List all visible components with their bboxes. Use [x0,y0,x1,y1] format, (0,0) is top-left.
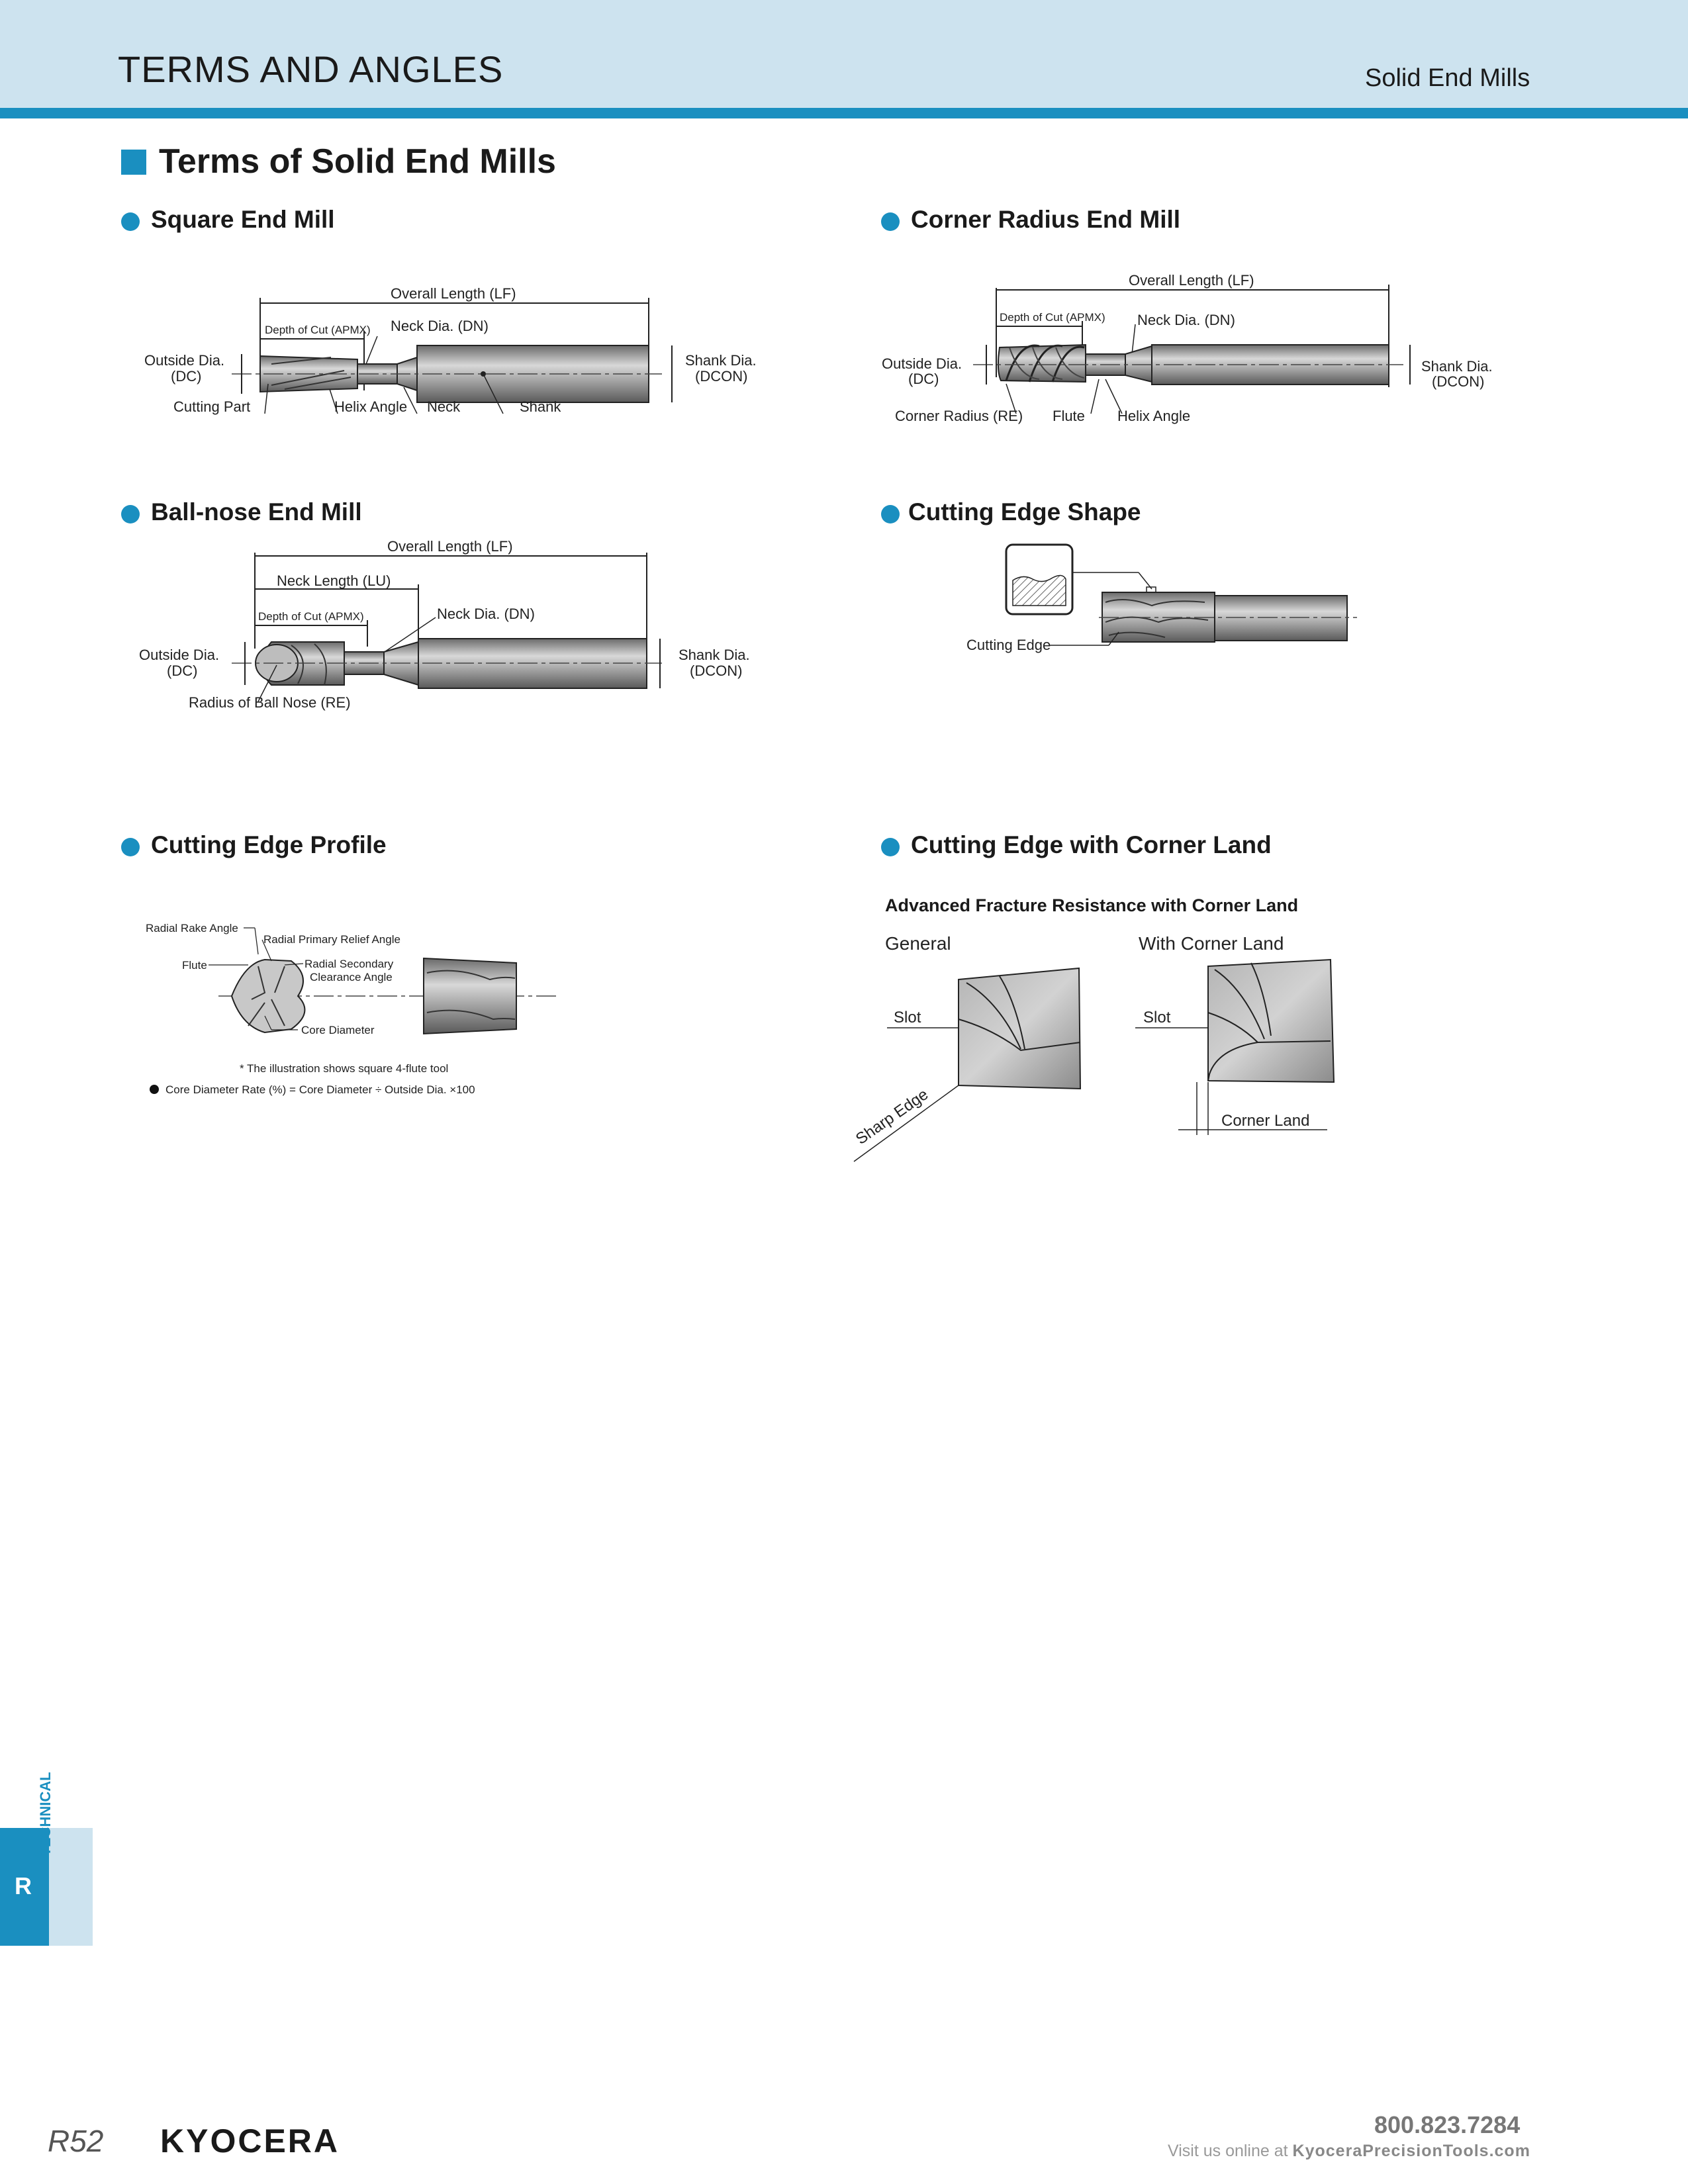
shank-dia-code: (DCON) [690,662,743,679]
cutting-edge-label: Cutting Edge [966,637,1051,653]
corner-land-subtitle: Advanced Fracture Resistance with Corner Land [885,895,1299,915]
ball-nose-diagram [132,533,781,731]
neck-dia-label: Neck Dia. (DN) [391,318,489,334]
shank-dia-label: Shank Dia. [679,647,750,663]
section-title: Terms of Solid End Mills [159,142,556,181]
bullet-icon [881,212,900,231]
corner-radius-title: Corner Radius End Mill [911,206,1181,233]
side-tab-label-bg [49,1828,93,1946]
square-end-mill-diagram [132,265,781,437]
page-number: R52 [48,2124,104,2158]
cutting-edge-profile-title: Cutting Edge Profile [151,831,387,858]
depth-of-cut-label: Depth of Cut (APMX) [1000,311,1105,324]
radial-rake-label: Radial Rake Angle [146,922,238,934]
overall-length-label: Overall Length (LF) [387,538,513,555]
corner-land-title: Cutting Edge with Corner Land [911,831,1272,858]
helix-angle-label: Helix Angle [334,398,408,415]
outside-dia-code: (DC) [908,371,939,387]
phone-number: 800.823.7284 [1374,2111,1521,2138]
neck-dia-label: Neck Dia. (DN) [1137,312,1235,328]
slot-label-1: Slot [894,1009,921,1026]
bullet-icon [881,838,900,856]
neck-label: Neck [427,398,461,415]
overall-length-label: Overall Length (LF) [1129,272,1254,289]
brand-logo: KYOCERA [160,2122,340,2160]
corner-radius-diagram [874,261,1523,440]
bullet-icon [121,838,140,856]
ball-radius-label: Radius of Ball Nose (RE) [189,694,351,711]
cutting-edge-shape-title: Cutting Edge Shape [908,498,1141,525]
visit-line [1168,2142,1530,2161]
radial-secondary-label-2: Clearance Angle [310,971,393,983]
bullet-icon [881,505,900,523]
flute-label: Flute [1053,408,1085,424]
core-formula: Core Diameter Rate (%) = Core Diameter ÷ Outside Dia. ×100 [165,1083,475,1096]
side-tab-letter: R [15,1872,32,1899]
sharp-edge-label: Sharp Edge [852,1085,932,1148]
corner-land-label: Corner Land [1221,1112,1310,1130]
shank-label: Shank [520,398,561,415]
core-diameter-label: Core Diameter [301,1024,375,1036]
outside-dia-code: (DC) [167,662,198,679]
outside-dia-label: Outside Dia. [144,352,225,369]
ball-nose-title: Ball-nose End Mill [151,498,362,525]
shank-dia-label: Shank Dia. [685,352,757,369]
outside-dia-label: Outside Dia. [882,355,962,372]
neck-length-label: Neck Length (LU) [277,572,391,589]
shank-dia-code: (DCON) [1432,373,1485,390]
visit-prefix: Visit us online at [1168,2142,1293,2160]
shank-dia-code: (DCON) [695,368,748,385]
corner-radius-label: Corner Radius (RE) [895,408,1023,424]
general-label: General [885,933,951,954]
page-title: TERMS AND ANGLES [118,48,504,90]
cutting-part-label: Cutting Part [173,398,251,415]
corner-land-diagram [847,923,1364,1175]
section-square-icon [121,150,146,175]
cutting-edge-profile-diagram [132,913,556,1112]
slot-label-2: Slot [1143,1009,1171,1026]
radial-primary-label: Radial Primary Relief Angle [263,933,400,946]
depth-of-cut-label: Depth of Cut (APMX) [258,610,364,623]
bullet-icon [121,212,140,231]
bullet-icon [121,505,140,523]
outside-dia-code: (DC) [171,368,202,385]
website-link[interactable]: KyoceraPrecisionTools.com [1292,2142,1530,2160]
section-label: Solid End Mills [1365,64,1530,92]
header-rule [0,108,1688,118]
square-end-mill-title: Square End Mill [151,206,335,233]
cutting-edge-shape-diagram [953,539,1377,672]
radial-secondary-label-1: Radial Secondary [305,958,394,970]
illustration-note: * The illustration shows square 4-flute tool [240,1062,449,1075]
depth-of-cut-label: Depth of Cut (APMX) [265,324,371,336]
with-corner-land-label: With Corner Land [1139,933,1284,954]
overall-length-label: Overall Length (LF) [391,285,516,302]
neck-dia-label: Neck Dia. (DN) [437,606,535,622]
side-tab-label: TECHNICAL [37,1772,54,1856]
outside-dia-label: Outside Dia. [139,647,220,663]
helix-angle-label: Helix Angle [1117,408,1191,424]
shank-dia-label: Shank Dia. [1421,358,1493,375]
flute-label: Flute [182,959,207,972]
